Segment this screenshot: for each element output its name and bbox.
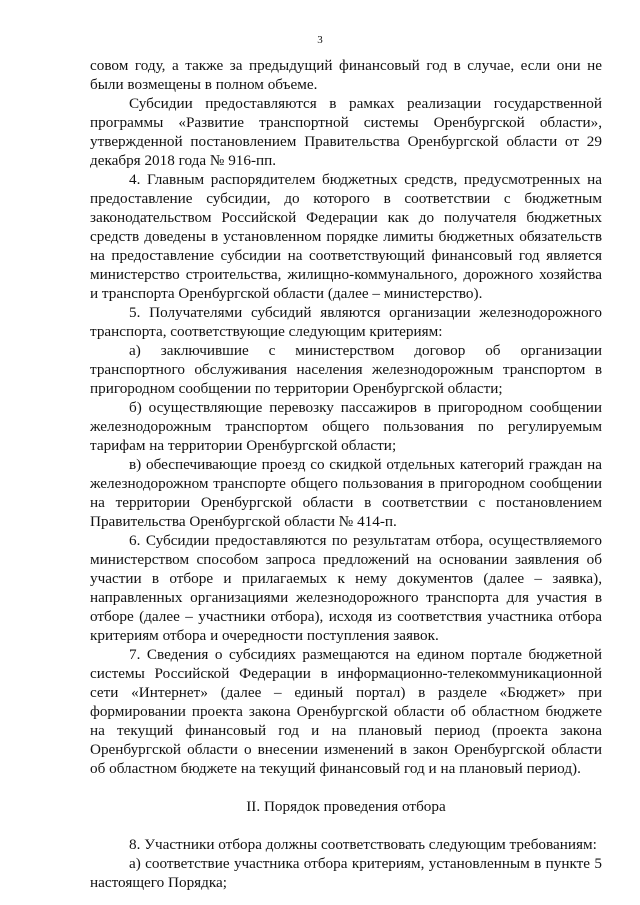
paragraph-item-8: 8. Участники отбора должны соответствовать следующим требованиям: [129,836,597,853]
section-heading: II. Порядок проведения отбора [246,798,446,815]
paragraph-item-6: 6. Субсидии предоставляются по результатам отбора, осуществляемого министерством способом запроса предложений на основании заявления об участии в отборе и прилагаемых к нему документов (далее – заявка), направленных организациями железнодорожного транспорта для участия в отборе (далее – участники отбора), исходя из соответствия участника отбора критериям отбора и очередности поступления заявок. [90,532,602,644]
paragraph-program: Субсидии предоставляются в рамках реализации государственной программы «Развитие транспортной системы Оренбургской области», утвержденной постановлением Правительства Оренбургской области от 29 декабря 2018 года № 916-пп. [90,95,602,169]
paragraph-item-7: 7. Сведения о субсидиях размещаются на едином портале бюджетной системы Российской Федерации в информационно-телекоммуникационной сети «Интернет» (далее – единый портал) в разделе «Бюджет» при формировании проекта закона Оренбургской области об областном бюджете на текущий финансовый год и на плановый период (проекта закона Оренбургской области о внесении изменений в закон Оренбургской области об областном бюджете на текущий финансовый год и на плановый период). [90,646,602,777]
paragraph-item-5a: а) заключившие с министерством договор об организации транспортного обслуживания населения железнодорожным транспортом в пригородном сообщении по территории Оренбургской области; [90,342,602,397]
paragraph-item-5c: в) обеспечивающие проезд со скидкой отдельных категорий граждан на железнодорожном транспорте общего пользования в пригородном сообщении на территории Оренбургской области в соответствии с постановлением Правительства Оренбургской области № 414-п. [90,456,602,530]
paragraph-item-8a: а) соответствие участника отбора критериям, установленным в пункте 5 настоящего Порядка; [90,855,602,891]
document-body [90,56,602,892]
paragraph-item-5: 5. Получателями субсидий являются организации железнодорожного транспорта, соответствующие следующим критериям: [90,304,602,340]
paragraph-continuation: совом году, а также за предыдущий финансовый год в случае, если они не были возмещены в полном объеме. [90,57,602,93]
paragraph-item-5b: б) осуществляющие перевозку пассажиров в пригородном сообщении железнодорожным транспортом общего пользования по регулируемым тарифам на территории Оренбургской области; [90,399,602,454]
page-number: 3 [317,34,323,46]
paragraph-item-4: 4. Главным распорядителем бюджетных средств, предусмотренных на предоставление субсидии, до которого в соответствии с бюджетным законодательством Российской Федерации как до получателя бюджетных средств доведены в установленном порядке лимиты бюджетных обязательств на предоставление субсидии на соответствующий финансовый год является министерство строительства, жилищно-коммунального, дорожного хозяйства и транспорта Оренбургской области (далее – министерство). [90,171,602,302]
